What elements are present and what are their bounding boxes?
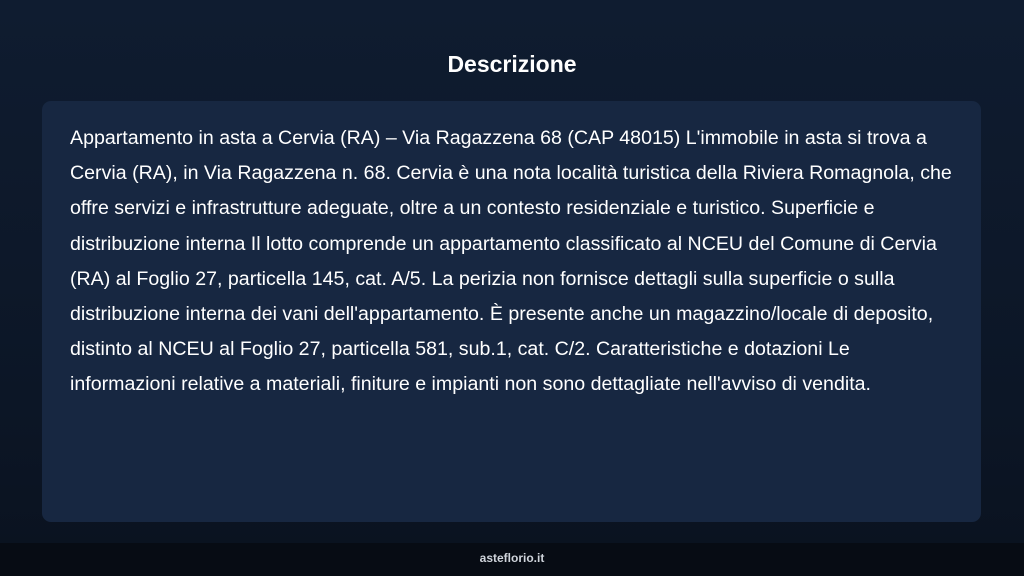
description-card <box>42 101 981 522</box>
page-title: Descrizione <box>447 51 577 77</box>
description-text: Appartamento in asta a Cervia (RA) – Via Ragazzena 68 (CAP 48015) L'immobile in asta si trova a Cervia (RA), in Via Ragazzena n. 68. Cervia è una nota località turistica della Riviera Romagnola, che offre servizi e infrastrutture adeguate, oltre a un contesto residenziale e turistico. Superficie e distribuzione interna Il lotto comprende un appartamento classificato al NCEU del Comune di Cervia (RA) al Foglio 27, particella 145, cat. A/5. La perizia non fornisce dettagli sulla superficie o sulla distribuzione interna dei vani dell'appartamento. È presente anche un magazzino/locale di deposito, distinto al NCEU al Foglio 27, particella 581, sub.1, cat. C/2. Caratteristiche e dotazioni Le informazioni relative a materiali, finiture e impianti non sono dettagliate nell'avviso di vendita. <box>70 127 952 396</box>
footer-site-label: asteflorio.it <box>479 551 545 565</box>
